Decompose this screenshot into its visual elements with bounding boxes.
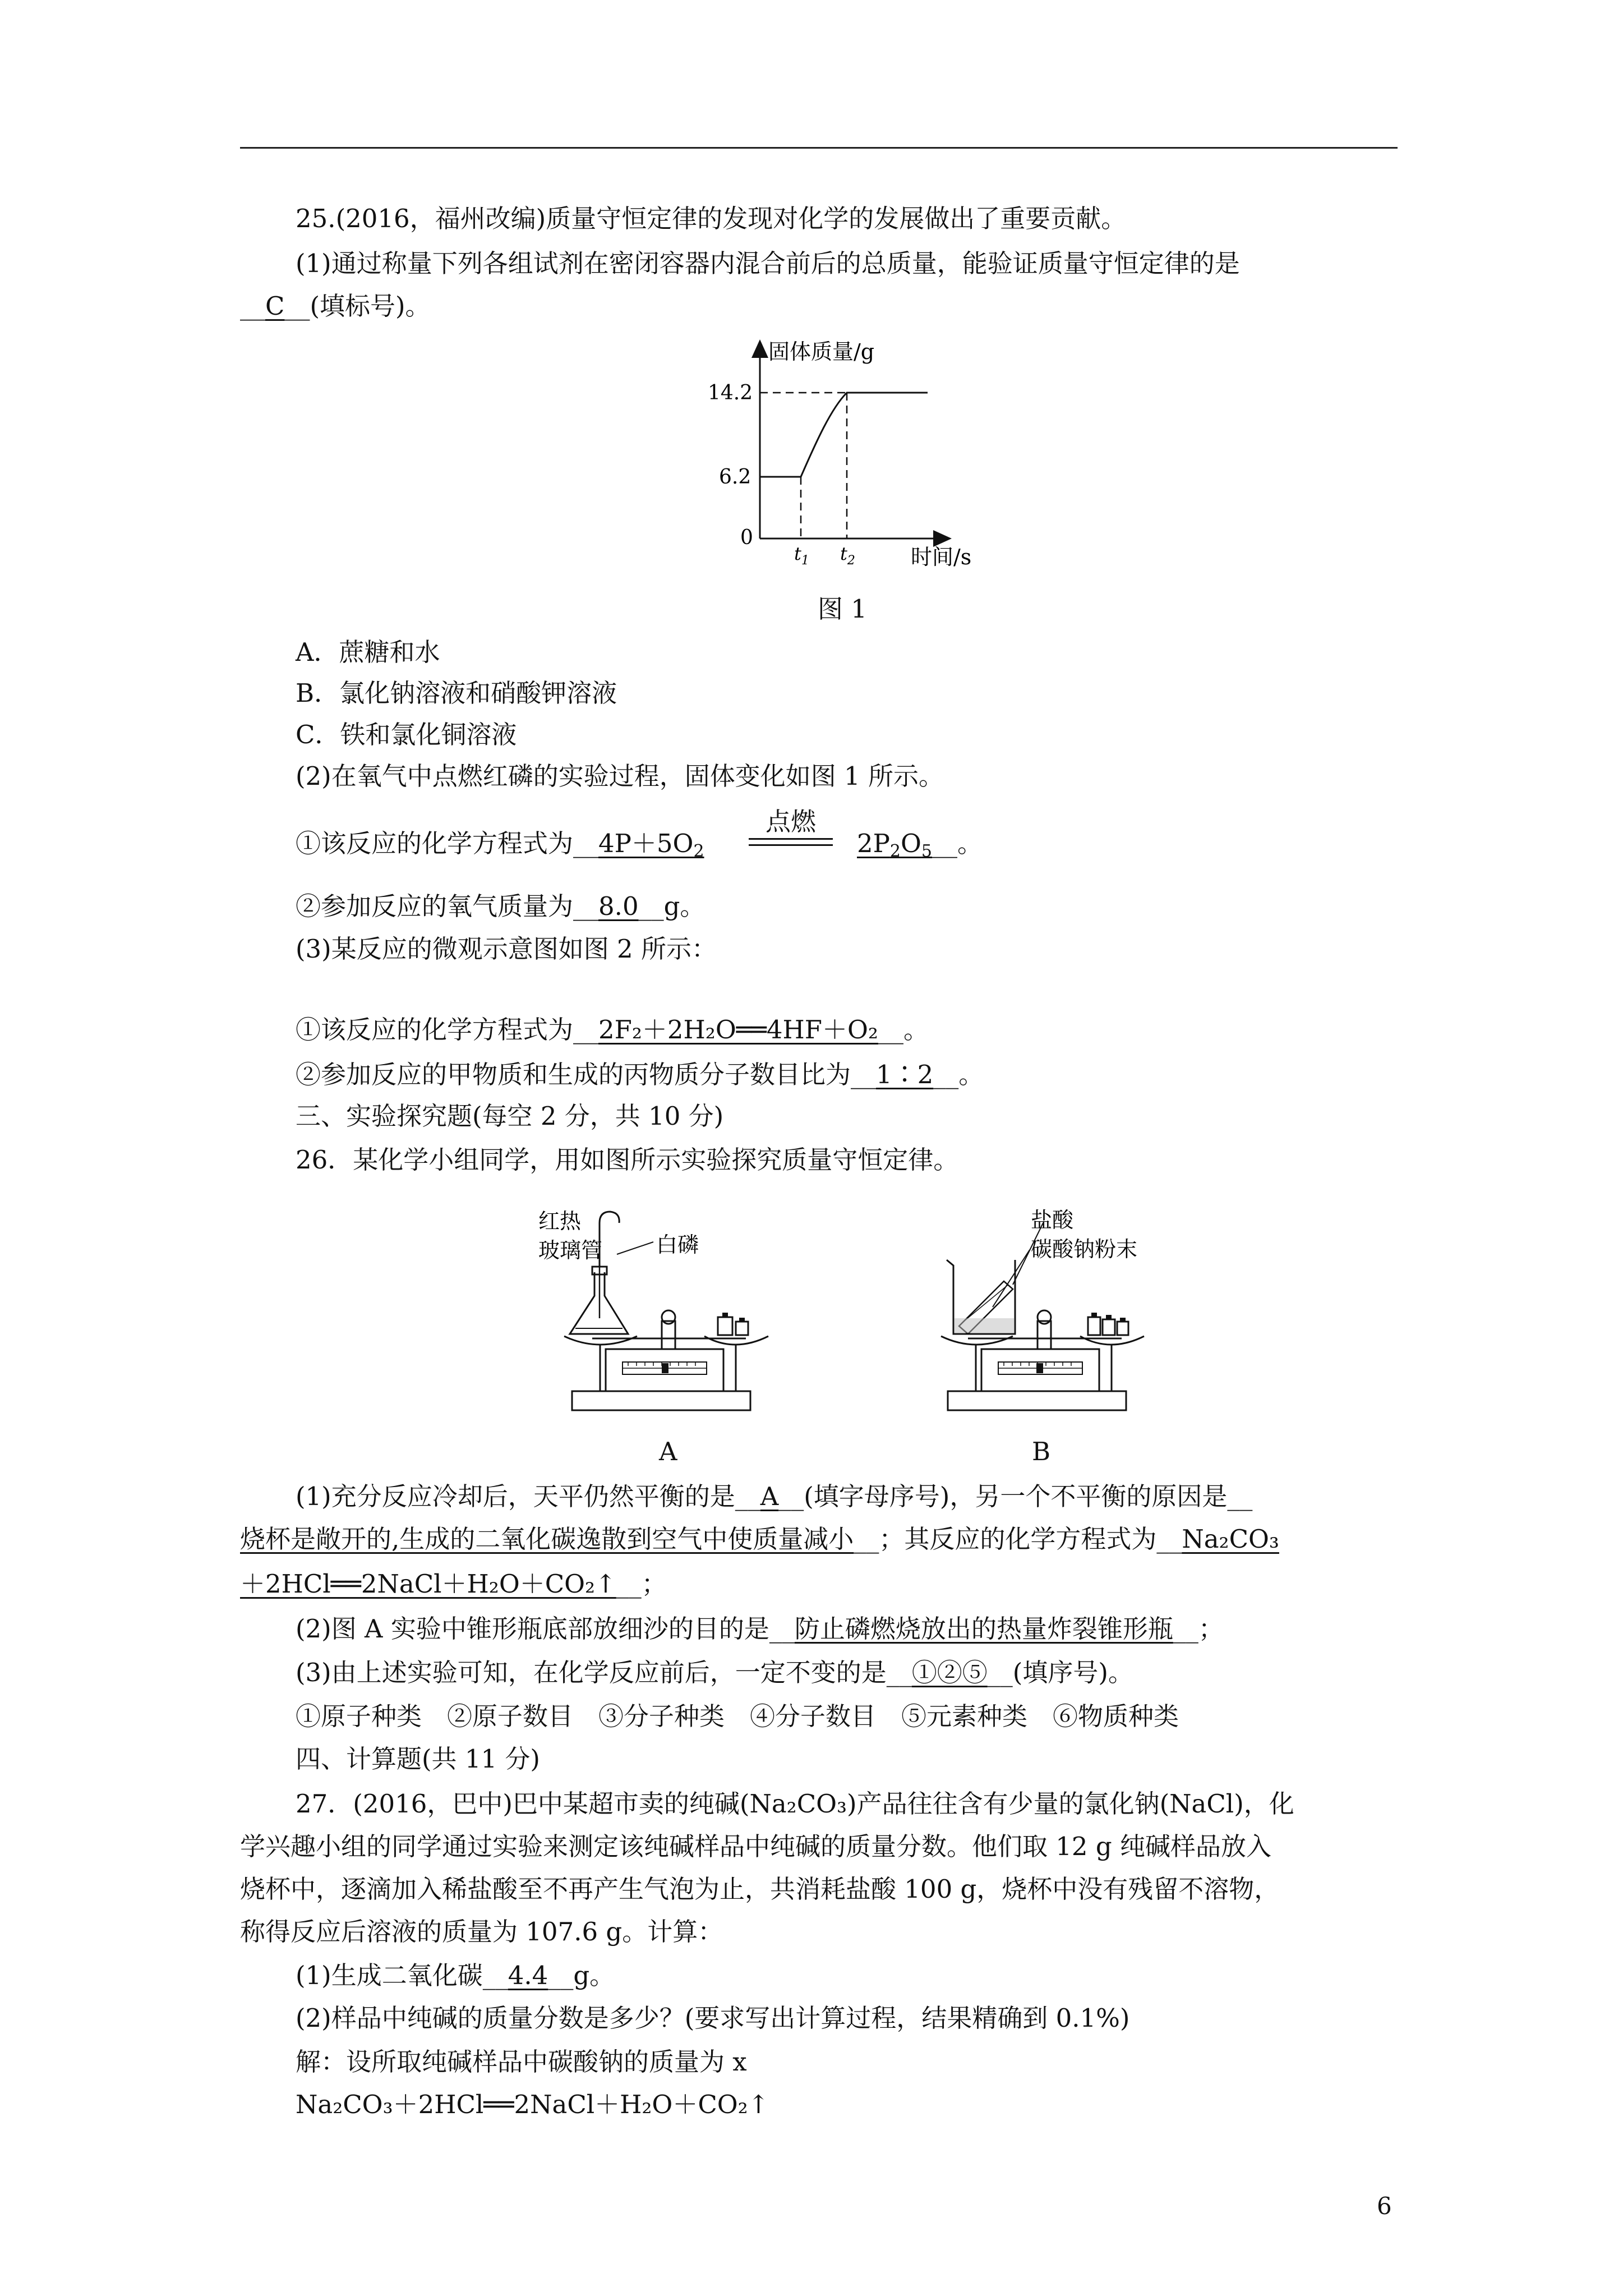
y-tick-6-2: 6.2 [719,466,751,489]
figure-a-balance [538,1206,796,1430]
label-white-phosphorus: 白磷 [656,1232,699,1257]
x-axis-label: 时间/s [911,545,972,569]
figure-1-graph [684,335,1021,571]
q26-title: 26．某化学小组同学，用如图所示实验探究质量守恒定律。 [296,1145,959,1175]
q27-part1: (1)生成二氧化碳__4.4__g。 [296,1961,615,1990]
q25-part2: (2)在氧气中点燃红磷的实验过程，固体变化如图 1 所示。 [296,761,944,791]
figure-b-balance [931,1206,1189,1430]
q27-solution: 解：设所取纯碱样品中碳酸钠的质量为 x [296,2047,747,2077]
page-number: 6 [1377,2192,1392,2220]
figure-a-caption: A [659,1437,677,1466]
y-axis-label: 固体质量/g [768,339,875,364]
q26-part1-line2: 烧杯是敞开的,生成的二氧化碳逸散到空气中使质量减小__；其反应的化学方程式为__Na₂CO₃ [240,1524,1279,1554]
section-4-heading: 四、计算题(共 11 分) [296,1744,540,1774]
q25-part3-2: ②参加反应的甲物质和生成的丙物质分子数目比为__1∶2__。 [296,1060,984,1089]
q27-equation: Na₂CO₃＋2HCl══2NaCl＋H₂O＋CO₂↑ [296,2090,769,2119]
q26-part1-line1: (1)充分反应冷却后，天平仍然平衡的是__A__(填字母序号)，另一个不平衡的原因是__ [296,1481,1253,1511]
q27-part2: (2)样品中纯碱的质量分数是多少？(要求写出计算过程，结果精确到 0.1%) [296,2003,1130,2033]
q25-option-a: A．蔗糖和水 [296,637,440,667]
figure-1-caption: 图 1 [818,594,867,624]
q26-part3: (3)由上述实验可知，在化学反应前后，一定不变的是__①②⑤__(填序号)。 [296,1658,1133,1687]
q26-part1-line3: ＋2HCl══2NaCl＋H₂O＋CO₂↑__； [240,1569,667,1599]
q25-part2-2: ②参加反应的氧气质量为__8.0__g。 [296,891,706,921]
y-tick-14-2: 14.2 [708,381,753,404]
x-tick-t2: $t_2$ [840,543,855,568]
label-sodium-carbonate: 碳酸钠粉末 [1031,1237,1138,1262]
q25-part1-line2: __C__(填标号)。 [240,291,431,321]
q26-choices: ①原子种类 ②原子数目 ③分子种类 ④分子数目 ⑤元素种类 ⑥物质种类 [296,1701,1179,1731]
q25-part3: (3)某反应的微观示意图如图 2 所示： [296,934,717,964]
figure-b-caption: B [1032,1437,1051,1466]
q25-option-c: C．铁和氯化铜溶液 [296,720,517,749]
label-hydrochloric-acid: 盐酸 [1031,1208,1074,1232]
q25-answer-2-1a: $4P+5O_2$ [598,829,704,861]
q27-line3: 烧杯中，逐滴加入稀盐酸至不再产生气泡为止，共消耗盐酸 100 g，烧杯中没有残留不溶物， [240,1874,1280,1904]
reaction-condition: 点燃 [749,808,833,846]
q26-answer-equation-a: Na₂CO₃ [1182,1524,1279,1554]
label-glass-tube: 玻璃管 [538,1238,603,1263]
q25-title: 25.(2016，福州改编)质量守恒定律的发现对化学的发展做出了重要贡献。 [296,204,1127,233]
x-tick-t1: $t_1$ [794,543,809,568]
q26-answer-3: ①②⑤ [911,1658,988,1687]
q25-answer-3-2: 1∶2 [876,1060,934,1089]
q26-answer-equation-b: ＋2HCl══2NaCl＋H₂O＋CO₂↑ [240,1569,616,1599]
q27-line4: 称得反应后溶液的质量为 107.6 g。计算： [240,1917,723,1947]
header-rule [240,147,1398,149]
q25-part2-1-product: $2P_2O_5\_\_$。 [857,829,983,861]
y-tick-0: 0 [740,526,753,549]
q25-part3-1: ①该反应的化学方程式为__2F₂＋2H₂O══4HF＋O₂__。 [296,1015,929,1045]
q25-answer-2-2: 8.0 [598,891,639,921]
q26-answer-reason: 烧杯是敞开的,生成的二氧化碳逸散到空气中使质量减小 [240,1524,854,1554]
q25-answer-1: C [265,291,285,321]
q25-option-b: B．氯化钠溶液和硝酸钾溶液 [296,678,617,708]
q27-answer-1: 4.4 [508,1961,548,1990]
label-red-hot: 红热 [538,1209,582,1234]
q27-line2: 学兴趣小组的同学通过实验来测定该纯碱样品中纯碱的质量分数。他们取 12 g 纯碱样品放入 [240,1832,1271,1861]
q25-answer-3-1: 2F₂＋2H₂O══4HF＋O₂ [598,1015,878,1045]
q25-part1-line1: (1)通过称量下列各组试剂在密闭容器内混合前后的总质量，能验证质量守恒定律的是 [296,249,1240,278]
q25-answer-2-1b: $2P_2O_5$ [857,829,933,861]
section-3-heading: 三、实验探究题(每空 2 分，共 10 分) [296,1101,724,1131]
q27-line1: 27．(2016，巴中)巴中某超市卖的纯碱(Na₂CO₃)产品往往含有少量的氯化钠(NaCl)，化 [296,1789,1294,1819]
q25-part2-1: ①该反应的化学方程式为$\_\_4P+5O_2$ [296,829,704,861]
q26-answer-2: 防止磷燃烧放出的热量炸裂锥形瓶 [794,1614,1173,1644]
q26-part2: (2)图 A 实验中锥形瓶底部放细沙的目的是__防止磷燃烧放出的热量炸裂锥形瓶__； [296,1614,1224,1644]
data-curve [760,393,928,477]
q26-answer-1: A [760,1481,779,1511]
